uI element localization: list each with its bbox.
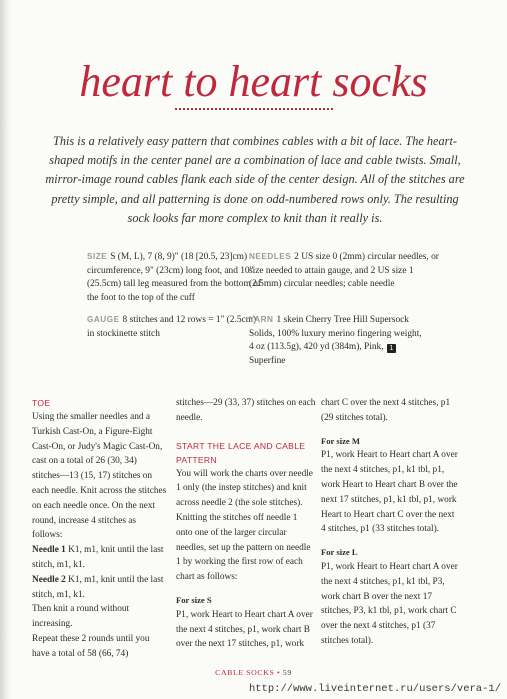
subheading-size-m: For size M	[321, 435, 360, 446]
spec-gauge	[87, 313, 262, 341]
needle-2-label: Needle 2	[32, 574, 66, 585]
section-heading-toe: TOE	[32, 398, 51, 408]
spec-yarn-weight: Superfine	[249, 355, 286, 366]
toe-paragraph-2: Then knit a round without increasing.	[32, 604, 130, 630]
spec-needles	[249, 250, 439, 292]
spec-yarn-label: YARN	[249, 315, 274, 324]
needle-1-instruction	[32, 543, 167, 573]
needle-2-instruction	[32, 573, 167, 603]
folio-bullet: •	[276, 668, 281, 677]
spec-needles-text: 2 US size 0 (2mm) circular needles, or size needed to attain gauge, and 2 US size 1 (2.5mm) circular needles; cable needle	[249, 252, 439, 290]
spec-size-text: S (M, L), 7 (8, 9)" (18 [20.5, 23]cm) circumference, 9" (23cm) long foot, and 10" (25.5cm) tall leg measured from the bottom of the foot to the top of the cuff	[87, 252, 261, 303]
spec-yarn	[249, 313, 427, 368]
lace-cable-paragraph: You will work the charts over needle 1 only (the instep stitches) and knit across needle 2 (the sole stitches). Knitting the stitches off needle 1 onto one of the larger circular needles, set up the pattern on needle 1 by working the first row of each chart as follows:	[176, 468, 313, 583]
section-heading-lace-cable: START THE LACE AND CABLE PATTERN	[176, 440, 306, 465]
continued-paragraph-2: chart C over the next 4 stitches, p1 (29 stitches total).	[321, 398, 451, 423]
spec-size-label: SIZE	[87, 252, 108, 261]
size-m-paragraph: P1, work Heart to Heart chart A over the next 4 stitches, p1, k1 tbl, p1, work Heart to Heart chart B over the next 17 stitches, p1, k1 tbl, p1, work Heart to Heart chart C over the next 4 stitches, p1 (33 stitches total).	[321, 450, 458, 535]
needle-1-text: K1, m1, knit until the last stitch, m1, k1.	[32, 545, 164, 570]
title-dotted-rule	[175, 108, 333, 112]
column-lace-cable	[176, 396, 316, 652]
spec-size	[87, 250, 272, 305]
size-l-paragraph: P1, work Heart to Heart chart A over the next 4 stitches, p1, k1 tbl, P3, work chart B over the next 17 stitches, P3, k1 tbl, p1, work chart C over the next 4 stitches, p1 (37 stitches total).	[321, 561, 458, 646]
folio-section: CABLE SOCKS	[215, 668, 275, 677]
page-number: 59	[282, 668, 292, 677]
watermark-url: http://www.liveinternet.ru/users/vera-1/	[248, 683, 501, 695]
spec-yarn-text: 1 skein Cherry Tree Hill Supersock Solids, 100% luxury merino fingering weight, 4 oz (113.5g), 420 yd (384m), Pink,	[249, 315, 422, 353]
size-s-paragraph: P1, work Heart to Heart chart A over the next 4 stitches, p1, work chart B over the next 17 stitches, p1, work	[176, 609, 313, 650]
intro-paragraph: This is a relatively easy pattern that combines cables with a bit of lace. The heart-shaped motifs in the center panel are a combination of lace and cable twists. Small, mirror-image round cables flank each side of the center design. All of the stitches are pretty simple, and all patterning is done on odd-numbered rows only. The resulting sock looks far more complex to knit than it really is.	[45, 134, 465, 225]
column-toe	[32, 396, 167, 662]
toe-paragraph: Using the smaller needles and a Turkish Cast-On, a Figure-Eight Cast-On, or Judy's Magic Cast-On, cast on a total of 26 (30, 34) stitches—13 (15, 17) stitches on each needle. Knit across the stitches on each needle once. On the next round, increase 4 stitches as follows:	[32, 412, 167, 541]
subheading-size-l: For size L	[321, 547, 358, 558]
subheading-size-s: For size S	[176, 594, 212, 605]
spec-needles-label: NEEDLES	[249, 252, 292, 261]
spec-gauge-label: GAUGE	[87, 315, 120, 324]
spec-gauge-text: 8 stitches and 12 rows = 1" (2.5cm) in stockinette stitch	[87, 315, 257, 339]
yarn-weight-badge-icon: 1	[387, 344, 396, 353]
column-sizes	[321, 396, 461, 649]
page-folio	[0, 668, 507, 677]
page-title: heart to heart socks	[79, 57, 428, 106]
continued-paragraph: stitches—29 (33, 37) stitches on each needle.	[176, 398, 316, 423]
needle-2-text: K1, m1, knit until the last stitch, m1, k1.	[32, 574, 164, 600]
toe-paragraph-3: Repeat these 2 rounds until you have a total of 58 (66, 74)	[32, 633, 150, 659]
needle-1-label: Needle 1	[32, 545, 66, 556]
